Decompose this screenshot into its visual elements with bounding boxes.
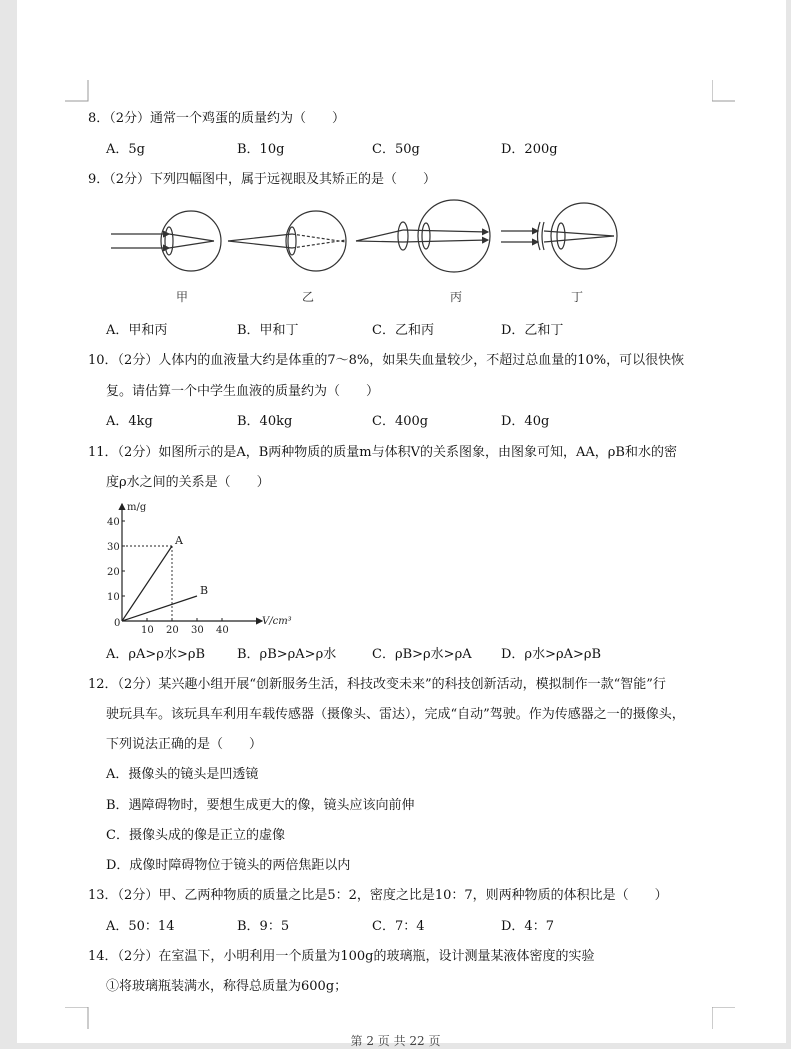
question-12-stem-line1: 12．（2分）某兴趣小组开展“创新服务生活，科技改变未来”的科技创新活动，模拟制作一款“智能”行	[88, 677, 666, 692]
q12-option-d: D．成像时障碍物位于镜头的两倍焦距以内	[106, 858, 351, 873]
q11-option-b: B．ρB>ρA>ρ水	[237, 647, 337, 662]
q8-option-a: A．5g	[106, 142, 145, 157]
fig-label-yi: 乙	[302, 290, 315, 304]
q11-option-d: D．ρ水>ρA>ρB	[501, 647, 602, 662]
y-tick-label: 20	[107, 567, 120, 578]
q9-option-c: C．乙和丙	[372, 323, 434, 338]
y-axis-label: m/g	[127, 502, 147, 513]
q12-option-a: A．摄像头的镜头是凹透镜	[106, 767, 259, 782]
q12-option-c: C．摄像头成的像是正立的虚像	[106, 828, 285, 843]
crop-mark-top-left	[65, 80, 89, 102]
fig-label-ding: 丁	[571, 290, 584, 304]
origin-label: 0	[114, 618, 121, 629]
crop-mark-bottom-right	[712, 1007, 736, 1029]
question-12-stem-line3: 下列说法正确的是（ ）	[106, 737, 263, 752]
q8-option-c: C．50g	[372, 142, 420, 157]
question-10-stem-line2: 复。请估算一个中学生血液的质量约为（ ）	[106, 384, 380, 399]
x-tick-label: 20	[166, 625, 179, 636]
q9-option-b: B．甲和丁	[237, 323, 299, 338]
question-11-stem-line1: 11．（2分）如图所示的是A，B两种物质的质量m与体积V的关系图象，由图象可知，AA，ρB和水的密	[88, 445, 677, 460]
question-9-stem: 9．（2分）下列四幅图中，属于远视眼及其矫正的是（ ）	[88, 172, 437, 187]
x-axis-label: V/cm³	[262, 616, 292, 627]
eye-diagram-bing	[356, 200, 490, 272]
q13-option-d: D．4：7	[501, 919, 554, 934]
q8-option-d: D．200g	[501, 142, 558, 157]
q11-option-a: A．ρA>ρ水>ρB	[106, 647, 206, 662]
crop-mark-bottom-left	[65, 1007, 89, 1029]
q12-option-b: B．遇障碍物时，要想生成更大的像，镜头应该向前伸	[106, 798, 415, 813]
y-tick-label: 30	[107, 542, 120, 553]
q9-option-a: A．甲和丙	[106, 323, 168, 338]
crop-mark-top-right	[712, 80, 736, 102]
question-14-stem: 14．（2分）在室温下，小明利用一个质量为100g的玻璃瓶，设计测量某液体密度的实验	[88, 949, 595, 964]
question-11-stem-line2: 度ρ水之间的关系是（ ）	[106, 475, 270, 490]
eye-diagram-jia	[111, 211, 221, 271]
fig-label-jia: 甲	[176, 290, 189, 304]
mass-volume-chart	[104, 498, 304, 638]
series-label-b: B	[200, 584, 209, 597]
q13-option-a: A．50：14	[106, 919, 175, 934]
question-13-stem: 13．（2分）甲、乙两种物质的质量之比是5：2，密度之比是10：7，则两种物质的体积比是（ ）	[88, 888, 668, 903]
eye-diagram-yi	[228, 211, 346, 271]
q11-option-c: C．ρB>ρ水>ρA	[372, 647, 472, 662]
x-tick-label: 30	[191, 625, 204, 636]
x-tick-label: 10	[141, 625, 154, 636]
y-tick-label: 10	[107, 592, 120, 603]
q13-option-c: C．7：4	[372, 919, 425, 934]
series-line-a	[122, 546, 172, 621]
q10-option-c: C．400g	[372, 414, 429, 429]
q8-option-b: B．10g	[237, 142, 285, 157]
q10-option-b: B．40kg	[237, 414, 293, 429]
question-8-stem: 8．（2分）通常一个鸡蛋的质量约为（ ）	[88, 111, 346, 126]
q10-option-d: D．40g	[501, 414, 550, 429]
series-line-b	[122, 596, 197, 621]
x-tick-label: 40	[216, 625, 229, 636]
eye-diagram-ding	[501, 203, 617, 269]
question-12-stem-line2: 驶玩具车。该玩具车利用车载传感器（摄像头、雷达），完成“自动”驾驶。作为传感器之一的摄像头，	[106, 707, 685, 722]
eye-diagrams-figure	[106, 196, 626, 314]
series-label-a: A	[175, 534, 183, 547]
page-footer: 第 2 页 共 22 页	[350, 1034, 441, 1048]
q10-option-a: A．4kg	[106, 414, 153, 429]
question-14-step1: ①将玻璃瓶装满水，称得总质量为600g；	[106, 979, 348, 994]
q9-option-d: D．乙和丁	[501, 323, 564, 338]
q13-option-b: B．9：5	[237, 919, 290, 934]
fig-label-bing: 丙	[450, 290, 463, 304]
y-tick-label: 40	[107, 517, 120, 528]
question-10-stem-line1: 10．（2分）人体内的血液量大约是体重的7～8%，如果失血量较少，不超过总血量的10%，可以很快恢	[88, 353, 685, 368]
